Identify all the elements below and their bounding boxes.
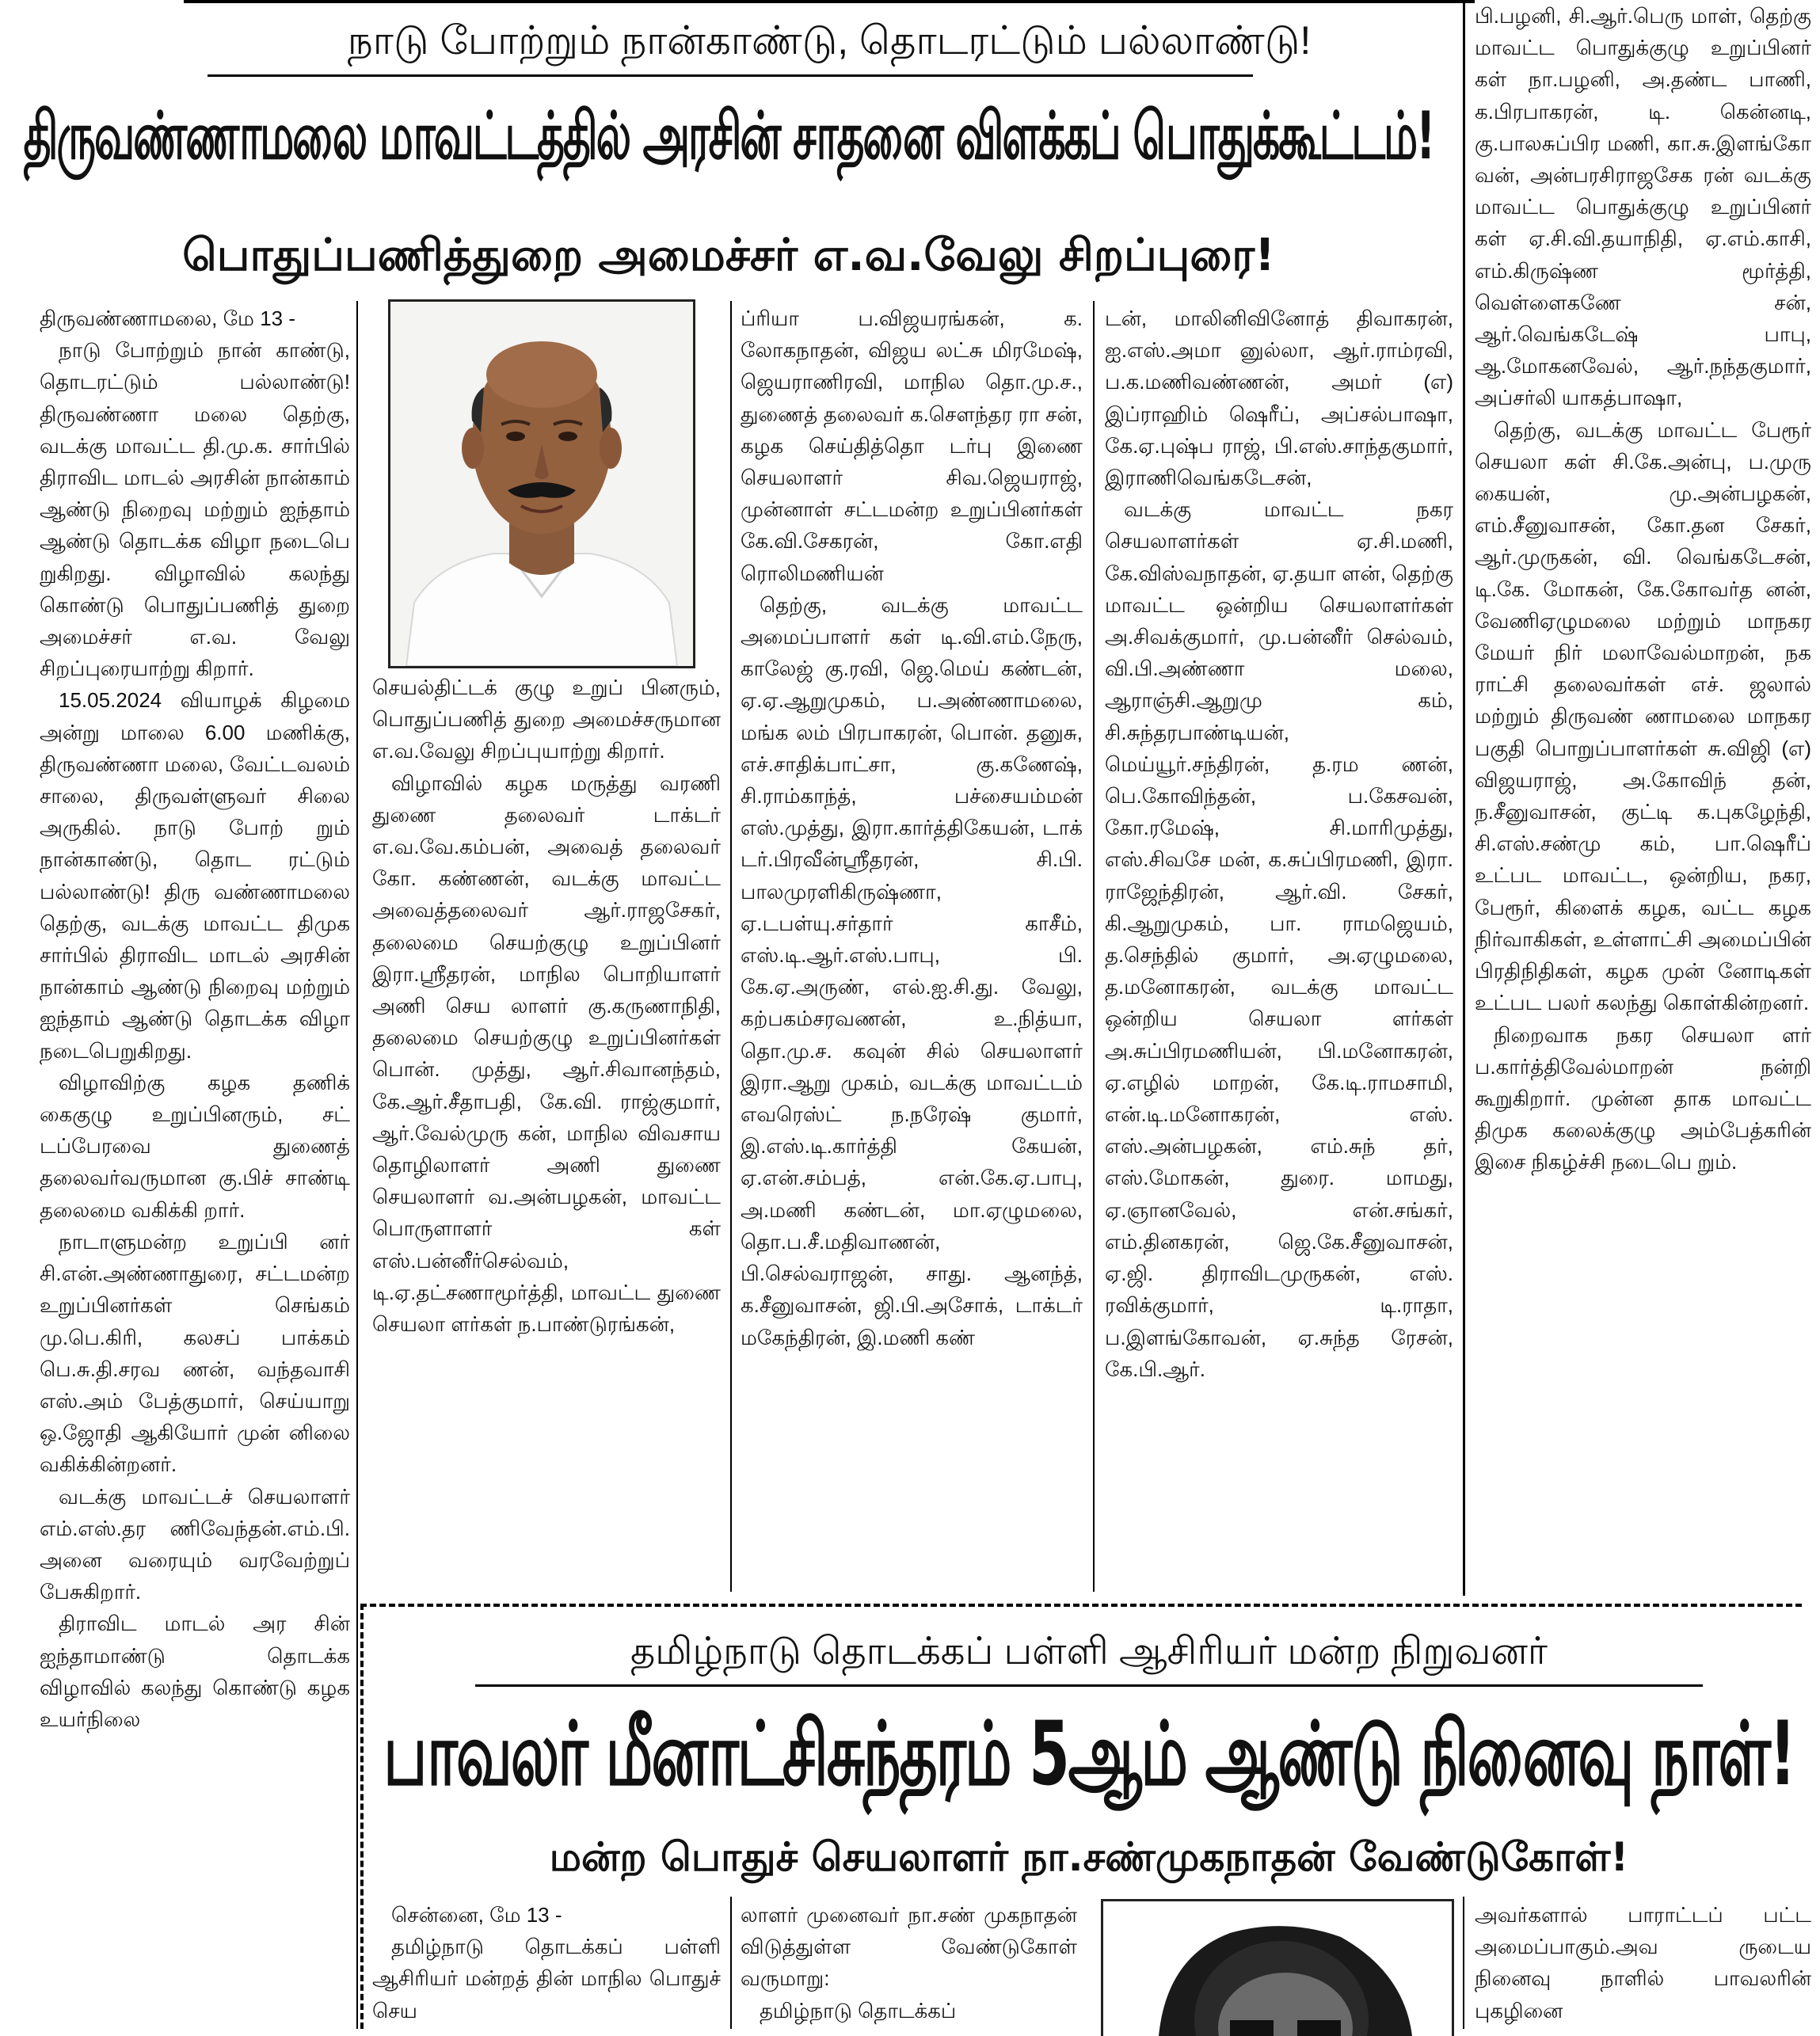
- second-kicker-underline: [475, 1684, 1703, 1687]
- paragraph: நாடாளுமன்ற உறுப்பி னர் சி.என்.அண்ணாதுரை, சட்டமன்ற உறுப்பினர்கள் செங்கம் மு.பெ.கிரி, கலசப் பாக்கம் பெ.சு.தி.சரவ ணன், வந்தவாசி எஸ்.அம் பேத்குமார், செய்யாறு ஒ.ஜோதி ஆகியோர் முன் னிலை வகிக்கின்றனர்.: [40, 1229, 350, 1477]
- paragraph: ப்ரியா ப.விஜயரங்கன், க. லோகநாதன், விஜய லட்சு மிரமேஷ், ஜெயராணிரவி, மாநில தொ.மு.ச., துணைத் தலைவர் க.சௌந்தர ரா சன், கழக செய்தித்தொ டர்பு இணை செயலாளர் சிவ.ஜெயராஜ், முன்னாள் சட்டமன்ற உறுப்பினர்கள் கே.வி.சேகரன், கோ.எதி ரொலிமணியன்: [741, 306, 1083, 585]
- column-divider: [1463, 1897, 1464, 2029]
- paragraph: தமிழ்நாடு தொடக்கப் பள்ளி ஆசிரியர் மன்றத் தின் மாநில பொதுச் செய: [372, 1935, 721, 2023]
- paragraph: தமிழ்நாடு தொடக்கப்: [760, 1998, 957, 2023]
- top-story-column-5: [1475, 0, 1811, 1592]
- second-story-border-left: [360, 1604, 364, 2029]
- paragraph: திராவிட மாடல் அர சின் ஐந்தாமாண்டு தொடக்க விழாவில் கலந்து கொண்டு கழக உயர்நிலை: [40, 1612, 350, 1731]
- top-story-headline: திருவண்ணாமலை மாவட்டத்தில் அரசின் சாதனை விளக்கப் பொதுக்கூட்டம்!: [23, 97, 1434, 174]
- minister-portrait-image: [390, 302, 693, 666]
- column-divider: [730, 1897, 732, 2029]
- top-story-kicker: நாடு போற்றும் நான்காண்டு, தொடரட்டும் பல்லாண்டு!: [347, 18, 1312, 63]
- kicker-underline: [208, 74, 1253, 77]
- column-divider: [1463, 0, 1465, 1596]
- column-divider: [1093, 301, 1095, 1592]
- paragraph: லாளர் முனைவர் நா.சண் முகநாதன் விடுத்துள்ள வேண்டுகோள் வருமாறு:: [741, 1903, 1077, 1991]
- second-story-column-1: [372, 1899, 721, 2029]
- second-story-column-2: [741, 1899, 1077, 2029]
- top-story-column-2: [372, 672, 721, 1592]
- paragraph: தெற்கு, வடக்கு மாவட்ட பேரூர் செயலா கள் சி.கே.அன்பு, ப.முரு கையன், மு.அன்பழகன், எம்.சீனுவாசன், கோ.தன சேகர், ஆர்.முருகன், வி. வெங்கடேசன், டி.கே. மோகன், கே.கோவர்த னன், வேணிஏழுமலை மற்றும் மாநகர மேயர் நிர் மலாவேல்மாறன், நக ராட்சி தலைவர்கள் எச். ஜலால் மற்றும் திருவண் ணாமலை மாநகர பகுதி பொறுப்பாளர்கள் சு.விஜி (எ) விஜயராஜ், அ.கோவிந் தன், ந.சீனுவாசன், குட்டி க.புகழேந்தி, சி.எஸ்.சண்மு கம், பா.ஷெரீப் உட்பட மாவட்ட, ஒன்றிய, நகர, பேரூர், கிளைக் கழக, வட்ட கழக நிர்வாகிகள், உள்ளாட்சி அமைப்பின் பிரதிநிதிகள், கழக முன் னோடிகள் உட்பட பலர் கலந்து கொள்கின்றனர்.: [1475, 417, 1811, 1015]
- minister-photo: [388, 299, 695, 668]
- paragraph: செயல்திட்டக் குழு உறுப் பினரும், பொதுப்பணித் துறை அமைச்சருமான எ.வ.வேலு சிறப்புயாற்று கிறார்.: [372, 675, 721, 763]
- top-story-column-4: [1105, 303, 1453, 1592]
- top-story-subhead: பொதுப்பணித்துறை அமைச்சர் எ.வ.வேலு சிறப்புரை!: [182, 230, 1275, 281]
- paragraph: தெற்கு, வடக்கு மாவட்ட அமைப்பாளர் கள் டி.வி.எம்.நேரு, காலேஜ் கு.ரவி, ஜெ.மெய் கண்டன், ஏ.ஏ.ஆறுமுகம், ப.அண்ணாமலை, மங்க லம் பிரபாகரன், பொன். தனுசு, எச்.சாதிக்பாட்சா, கு.கணேஷ், சி.ராம்காந்த், பச்சையம்மன் எஸ்.முத்து, இரா.கார்த்திகேயன், டாக் டர்.பிரவீன்ஸ்ரீதரன், சி.பி. பாலமுரளிகிருஷ்ணா, ஏ.டபள்யு.சர்தார் காசீம், எஸ்.டி.ஆர்.எஸ்.பாபு, பி. கே.ஏ.அருண், எல்.ஐ.சி.து. வேலு, கற்பகம்சரவணன், உ.நித்யா, தொ.மு.ச. கவுன் சில் செயலாளர் இரா.ஆறு முகம், வடக்கு மாவட்டம் எவரெஸ்ட் ந.நரேஷ் குமார், இ.எஸ்.டி.கார்த்தி கேயன், ஏ.என்.சம்பத், என்.கே.ஏ.பாபு, அ.மணி கண்டன், மா.ஏழுமலை, தொ.ப.சீ.மதிவாணன், பி.செல்வராஜன், சாது. ஆனந்த், க.சீனுவாசன், ஜி.பி.அசோக், டாக்டர் மகேந்திரன், இ.மணி கண்: [741, 592, 1083, 1349]
- founder-photo: [1101, 1899, 1454, 2036]
- top-story-column-1: [40, 303, 350, 2029]
- paragraph: பி.பழனி, சி.ஆர்.பெரு மாள், தெற்கு மாவட்ட பொதுக்குழு உறுப்பினர் கள் நா.பழனி, அ.தண்ட பாணி, க.பிரபாகரன், டி. கென்னடி, கு.பாலசுப்பிர மணி, கா.சு.இளங்கோ வன், அன்பரசிராஜசேக ரன் வடக்கு மாவட்ட பொதுக்குழு உறுப்பினர் கள் ஏ.சி.வி.தயாநிதி, ஏ.எம்.காசி, எம்.கிருஷ்ண மூர்த்தி, வெள்ளைகணே சன், ஆர்.வெங்கடேஷ் பாபு, ஆ.மோகனவேல், ஆர்.நந்தகுமார், அப்சர்லி யாகத்பாஷா,: [1475, 4, 1811, 410]
- paragraph: விழாவிற்கு கழக தணிக் கைகுழு உறுப்பினரும், சட் டப்பேரவை துணைத் தலைவர்வருமான கு.பிச் சாண்டி தலைமை வகிக்கி றார்.: [40, 1070, 350, 1222]
- second-story-headline: பாவலர் மீனாட்சிசுந்தரம் 5ஆம் ஆண்டு நினைவு நாள்!: [383, 1703, 1795, 1806]
- paragraph: நாடு போற்றும் நான் காண்டு, தொடரட்டும் பல்லாண்டு! திருவண்ணா மலை தெற்கு, வடக்கு மாவட்ட தி.மு.க. சார்பில் திராவிட மாடல் அரசின் நான்காம் ஆண்டு நிறைவு மற்றும் ஐந்தாம் ஆண்டு தொடக்க விழா நடைபெ றுகிறது. விழாவில் கலந்து கொண்டு பொதுப்பணித் துறை அமைச்சர் எ.வ. வேலு சிறப்புரையாற்று கிறார்.: [40, 338, 350, 681]
- founder-portrait-image: [1103, 1901, 1452, 2036]
- second-story-subhead: மன்ற பொதுச் செயலாளர் நா.சண்முகநாதன் வேண்டுகோள்!: [549, 1834, 1629, 1880]
- paragraph: 15.05.2024 வியாழக் கிழமை அன்று மாலை 6.00 மணிக்கு, திருவண்ணா மலை, வேட்டவலம் சாலை, திருவள்ளுவர் சிலை அருகில். நாடு போற் றும் நான்காண்டு, தொட ரட்டும் பல்லாண்டு! திரு வண்ணாமலை தெற்கு, வடக்கு மாவட்ட திமுக சார்பில் திராவிட மாடல் அரசின் நான்காம் ஆண்டு நிறைவு மற்றும் ஐந்தாம் ஆண்டு தொடக்க விழா நடைபெறுகிறது.: [40, 688, 350, 1063]
- paragraph: திருவண்ணாமலை, மே 13 -: [40, 306, 295, 330]
- top-border-rule: [184, 0, 1475, 3]
- paragraph: வடக்கு மாவட்ட நகர செயலாளர்கள் ஏ.சி.மணி, கே.விஸ்வநாதன், ஏ.தயா ளன், தெற்கு மாவட்ட ஒன்றிய செயலாளர்கள் அ.சிவக்குமார், மு.பன்னீர் செல்வம், வி.பி.அண்ணா மலை, ஆராஞ்சி.ஆறுமு கம், சி.சுந்தரபாண்டியன், மெய்யூர்.சந்திரன், த.ரம ணன், பெ.கோவிந்தன், ப.கேசவன், கோ.ரமேஷ், சி.மாரிமுத்து, எஸ்.சிவசே மன், க.சுப்பிரமணி, இரா. ராஜேந்திரன், ஆர்.வி. சேகர், கி.ஆறுமுகம், பா. ராமஜெயம், த.செந்தில் குமார், அ.ஏழுமலை, த.மனோகரன், வடக்கு மாவட்ட ஒன்றிய செயலா ளர்கள் அ.சுப்பிரமணியன், பி.மனோகரன், ஏ.எழில் மாறன், கே.டி.ராமசாமி, என்.டி.மனோகரன், எஸ். எஸ்.அன்பழகன், எம்.சுந் தர், எஸ்.மோகன், துரை. மாமது, ஏ.ஞானவேல், என்.சங்கர், எம்.தினகரன், ஜெ.கே.சீனுவாசன், ஏ.ஜி. திராவிடமுருகன், எஸ். ரவிக்குமார், டி.ராதா, ப.இளங்கோவன், ஏ.சுந்த ரேசன், கே.பி.ஆர்.: [1105, 497, 1453, 1381]
- second-story-column-4: [1475, 1899, 1811, 2029]
- paragraph: டன், மாலினிவினோத் திவாகரன், ஐ.எஸ்.அமா னுல்லா, ஆர்.ராம்ரவி, ப.க.மணிவண்ணன், அமர் (எ) இப்ராஹிம் ஷெரீப், அப்சல்பாஷா, கே.ஏ.புஷ்ப ராஜ், பி.எஸ்.சாந்தகுமார், இராணிவெங்கடேசன்,: [1105, 306, 1453, 490]
- paragraph: விழாவில் கழக மருத்து வரணி துணை தலைவர் டாக்டர் எ.வ.வே.கம்பன், அவைத் தலைவர் கோ. கண்ணன், வடக்கு மாவட்ட அவைத்தலைவர் ஆர்.ராஜசேகர், தலைமை செயற்குழு உறுப்பினர் இரா.ஸ்ரீதரன், மாநில பொறியாளர் அணி செய லாளர் கு.கருணாநிதி, தலைமை செயற்குழு உறுப்பினர்கள் பொன். முத்து, ஆர்.சிவானந்தம், கே.ஆர்.சீதாபதி, கே.வி. ராஜ்குமார், ஆர்.வேல்முரு கன், மாநில விவசாய தொழிலாளர் அணி துணை செயலாளர் வ.அன்பழகன், மாவட்ட பொருளாளர் கள் எஸ்.பன்னீர்செல்வம், டி.ஏ.தட்சணாமூர்த்தி, மாவட்ட துணை செயலா ளர்கள் ந.பாண்டுரங்கன்,: [372, 771, 721, 1337]
- paragraph: அவர்களால் பாராட்டப் பட்ட அமைப்பாகும்.அவ ருடைய நினைவு நாளில் பாவலரின் புகழினை: [1475, 1903, 1811, 2023]
- column-divider: [356, 301, 358, 2029]
- column-divider: [730, 301, 732, 1592]
- paragraph: நிறைவாக நகர செயலா ளர் ப.கார்த்திவேல்மாறன் நன்றி கூறுகிறார். முன்ன தாக மாவட்ட திமுக கலைக்குழு அம்பேத்கரின் இசை நிகழ்ச்சி நடைபெ றும்.: [1475, 1022, 1811, 1174]
- top-story-column-3: [741, 303, 1083, 1592]
- paragraph: சென்னை, மே 13 -: [391, 1903, 562, 1927]
- second-story-kicker: தமிழ்நாடு தொடக்கப் பள்ளி ஆசிரியர் மன்ற நிறுவனர்: [630, 1631, 1548, 1673]
- paragraph: வடக்கு மாவட்டச் செயலாளர் எம்.எஸ்.தர ணிவேந்தன்.எம்.பி. அனை வரையும் வரவேற்றுப் பேசுகிறார்.: [40, 1484, 350, 1604]
- second-story-border-top: [360, 1604, 1802, 1607]
